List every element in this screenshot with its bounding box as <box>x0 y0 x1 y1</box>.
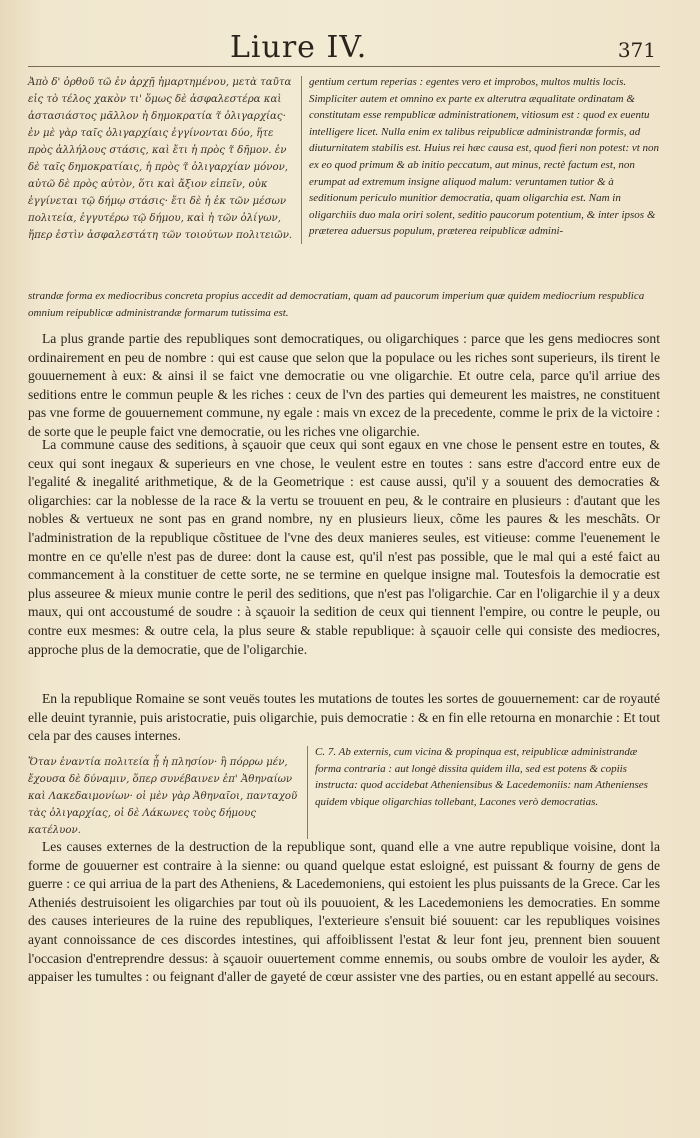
header-rule <box>28 66 660 67</box>
french-paragraph-2 <box>28 436 660 659</box>
latin-column: gentium certum reperias : egentes vero et improbos, multos multis locis. Simpliciter autem et omnino ex parte ex alterutra æqualitate ordinatam & constitutam esse rempublicæ administrationem, vitiosum est : quod ex euentu intelligere licet. Nulla enim ex talibus reipublicæ administrandæ formis, ad diuturnitatem stabilis est. Huius rei hæc causa est, quod fieri non potest: vt non ex eo quod primum & ab initio peccatum, aut minus, rectè factum est, non erumpat ad extremum insigne aliquod malum: veruntamen tutior & à seditionum periculo munitior democratia, quam oligarchia est. Nam in oligarchiis duo mala oriri solent, seditio paucorum potentium, & inter ipsos & præterea aduersus populum, præterea reipublicæ admini- <box>309 76 660 238</box>
column-divider <box>301 76 302 244</box>
french-paragraph-1 <box>28 330 660 442</box>
paragraph-text: La plus grande partie des republiques sont democratiques, ou oligarchiques : parce que les gens mediocres sont ordinairement en peu de nombre : qui est cause que selon que la populace ou les riches sont superieurs, ils tirent le gouuernement à eux: & ainsi il se faict vne democratie ou vne oligarchie. Et outre cela, parce qu'il arriue des seditions entre le commun peuple & les riches : ceux de l'vn des parties qui demeurent les maistres, ne constituent pas vne forme de gouuernement commune, ny egale : mais vn excez de la precedente, comme le prix de la victoire : de sorte que le peuple faict vne democratie, ou les riches vne oligarchie. <box>28 331 660 439</box>
latin-column: C. 7. Ab externis, cum vicina & propinqua est, reipublicæ administrandæ forma contraria : aut longè dissita quidem illa, sed est potens & copiis instructa: quod accidebat Atheniensibus & Lacedemoniis: nam Athenienses quidem vbique oligarchias tollebant, Lacones verò democratias. <box>315 746 648 808</box>
parallel-text-top <box>28 74 660 244</box>
page-number: 371 <box>617 38 656 62</box>
french-paragraph-3 <box>28 690 660 746</box>
french-paragraph-4 <box>28 838 660 987</box>
paragraph-text: En la republique Romaine se sont veuës toutes les mutations de toutes les sortes de gouuernement: car de royauté elle deuint tyrannie, puis aristocratie, puis oligarchie, puis democratie : & en fin elle retourna en monarchie : Et tout cela par des causes internes. <box>28 691 660 744</box>
page-title: Liure IV. <box>230 30 368 65</box>
paragraph-text: Les causes externes de la destruction de la republique sont, quand elle a vne autre republique voisine, dont la forme de gouuerner est contraire à la sienne: ou quand quelque estat esloigné, est puissant & fourny de gens de guerre : ce qui arriua de la part des Atheniens, & Lacedemoniens, qui estoient les plus puissants de la Grece. Car les Atheniés destruisoient les oligarchies par tout où ils pouuoient, & les Lacedemoniens les democraties. En somme des causes interieures de la ruine des republiques, l'exterieure s'ensuit bié souuent: car les republiques voisines ayant connoissance de ces discordes intestines, qui affoiblissent l'estat & leur font jeu, prennent bien souuent l'occasion d'entreprendre dessus: à sçauoir ouuertement comme ennemis, ou soubs ombre de vouloir les ayder, & appaiser les tumultes : ou feignant d'aller de gayeté de cœur assister vne des parties, ou en estant appellé au secours. <box>28 839 660 985</box>
greek-column: Ἀπὸ δ' ὀρθοῦ τῶ ἐν ἀρχῇ ἡμαρτημένου, μετὰ ταῦτα εἰς τὸ τέλος χακὸν τι' ὅμως δὲ ἀσφαλεστέρα καὶ ἀστασιάστος μᾶλλον ἡ δημοκρατία τ̃ ὀλιγαρχίας· ἐν μὲ γὰρ ταῖς ὀλιγαρχίαις ἐγγίνονται δύο, ἥτε πρὸς ἀλλήλους στάσις, καὶ ἔτι ἡ πρὸς τ̃ δῆμον. ἐν δὲ ταῖς δημοκρατίαις, ἡ πρὸς τ̃ ὀλιγαρχίαν μόνον, αὐτῶ δὲ πρὸς αὐτὸν, ὅτι καὶ ἄξιον εἰπεῖν, οὐκ ἐγγίνεται τῷ δήμῳ στάσις· ἔτι δὲ ἡ ἐκ τῶν μέσων πολιτεία, ἐγγυτέρω τῷ δήμου, καὶ ἡ τῶν ὀλίγων, ἥπερ ἐστὶν ἀσφαλεστάτη τῶν τοιούτων πολιτειῶν. <box>28 77 293 241</box>
paragraph-text: La commune cause des seditions, à sçauoir que ceux qui sont egaux en vne chose le pensent estre en toutes, & ceux qui sont inegaux & superieurs en vne chose, le veulent estre en toutes : sans estre d'accord entre eux de l'egalité & inegalité arithmetique, & de la Geometrique : est cause aussi, qu'il y a souuent des democraties & oligarchies: car la noblesse de la race & la vertu se trouuent en peu, & le contraire en plusieurs : d'autant que les nobles & vertueux ne sont pas en grand nombre, ny en plusieurs lieux, cõme les paures & les meschãts. Or l'administration de la republique cõstituee de l'vne des deux manieres seules, est vitieuse: comme l'euenement le montre en ce qu'elle n'est pas de duree: dont la cause est, qu'il n'est pas possible, que le mal qui a esté faict au commancement à la constituer de cette sorte, ne se termine en quelque insigne mal. Toutesfois la democratie est plus asseuree & mieux munie contre le peril des seditions, que n'est pas l'oligarchie. Car en l'oligarchie il y a deux maux, qui ont accoustumé de soudre : à sçauoir la sedition de ceux qui tiennent l'empire, ou contre le peuple, ou contre eux mesmes: & outre cela, la plus seure & stable republique: à sçauoir celle qui consiste des mediocres, approche plus de la democratie, que de l'oligarchie. <box>28 437 660 657</box>
column-divider <box>307 746 308 839</box>
greek-column: Ὅταν ἐναντία πολιτεία ᾖ ἡ πλησίον· ἢ πόρρω μέν, ἔχουσα δὲ δύναμιν, ὅπερ συνέβαινεν ἐπ' Ἀθηναίων καὶ Λακεδαιμονίων· οἱ μὲν γὰρ Ἀθηναῖοι, πανταχοῦ τὰς ὀλιγαρχίας, οἱ δὲ Λάκωνες τοὺς δήμους κατέλυον. <box>28 757 298 836</box>
latin-continuation: strandæ forma ex mediocribus concreta propius accedit ad democratiam, quam ad paucorum imperium quæ quidem mediocrium respublica omnium reipublicæ administrandæ formarum tutissima est. <box>28 290 645 319</box>
parallel-text-middle <box>28 744 660 839</box>
